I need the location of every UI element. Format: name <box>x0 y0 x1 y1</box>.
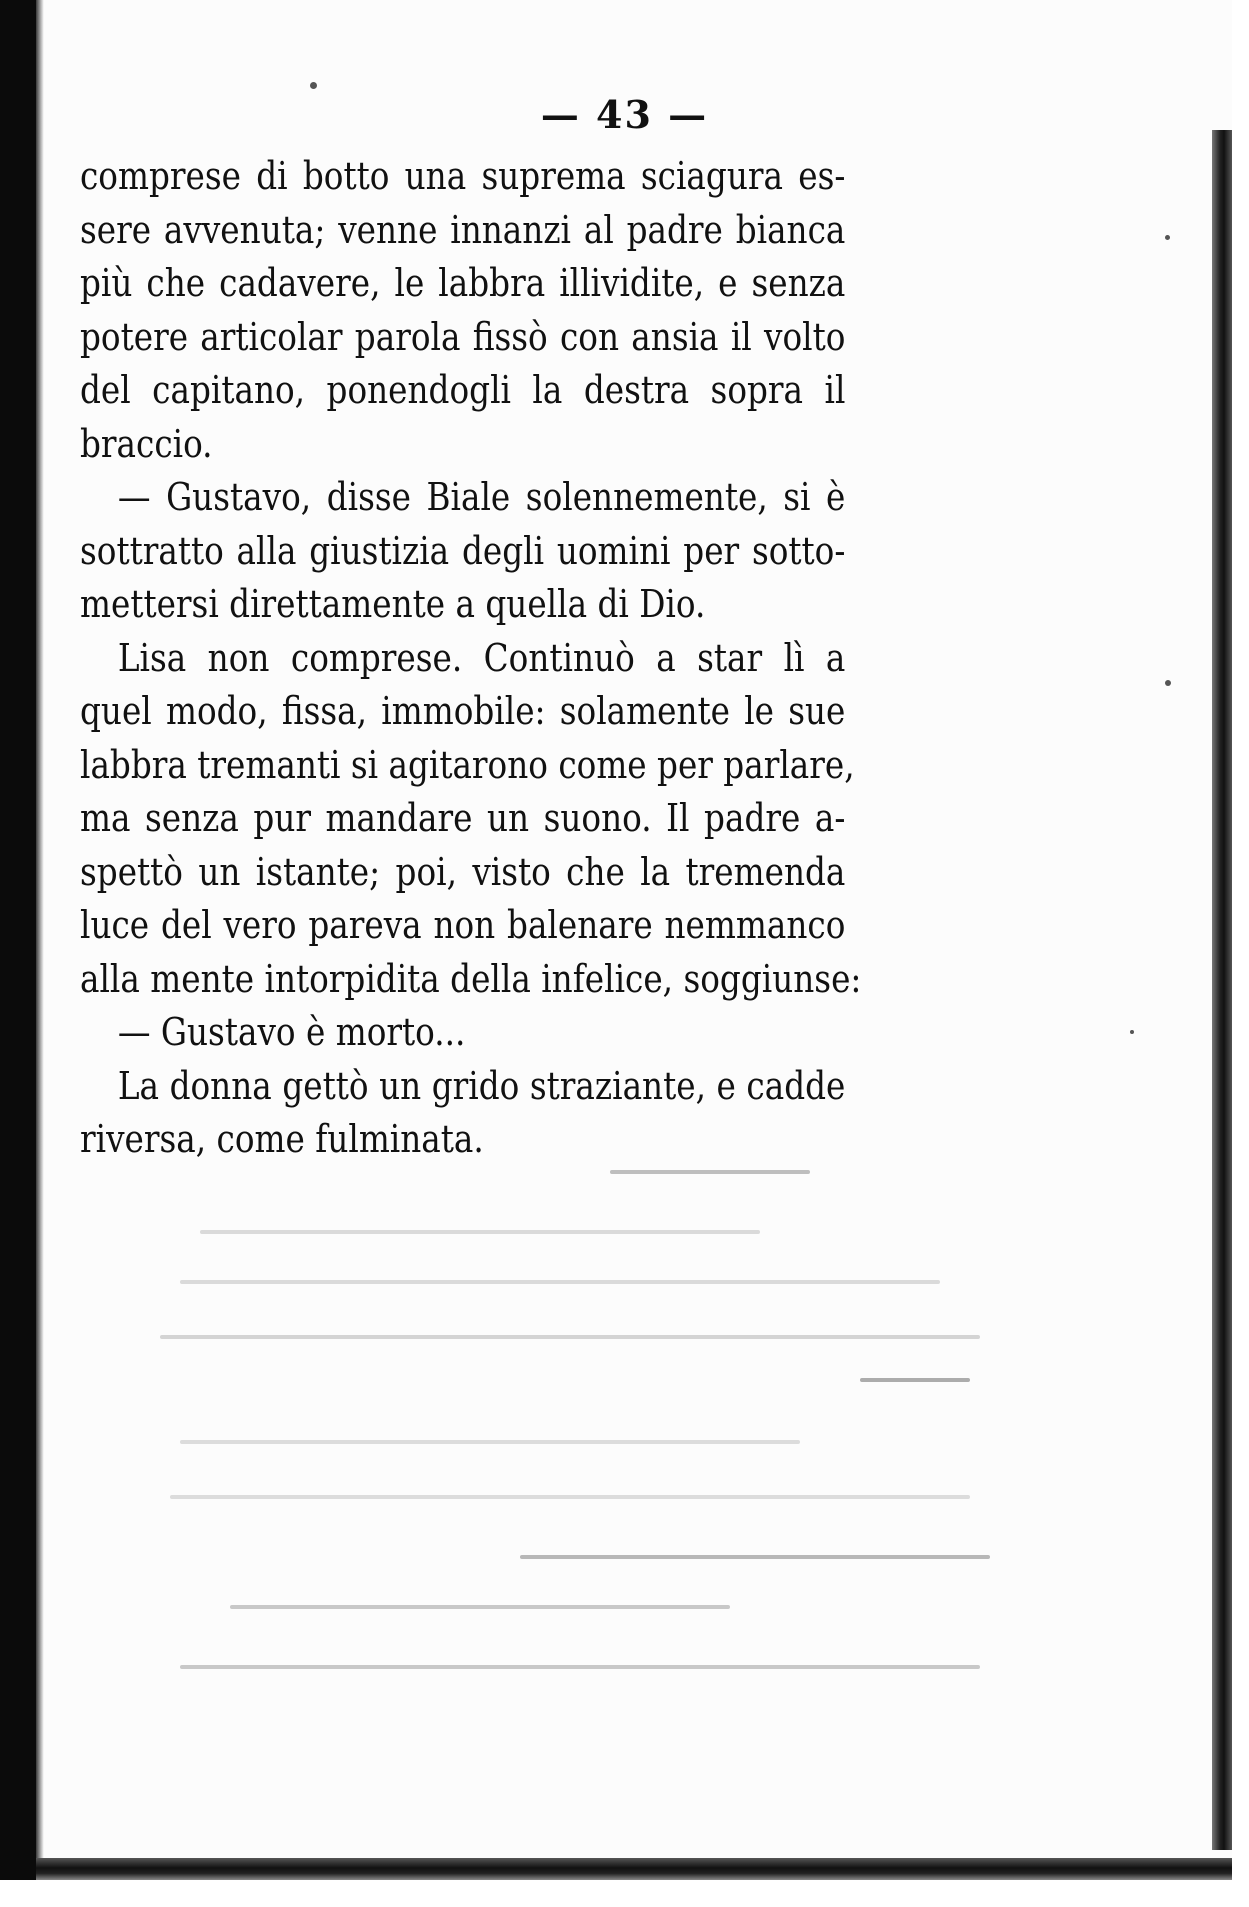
text-line: riversa, come fulminata. <box>80 1117 484 1161</box>
scan-left-edge <box>0 0 36 1907</box>
bleed-through-mark <box>860 1378 970 1382</box>
bleed-through-mark <box>160 1335 980 1339</box>
text-line: labbra tremanti si agitarono come per parlare, <box>80 742 855 787</box>
text-line: sottratto alla giustizia degli uomini per sotto- <box>80 528 846 573</box>
scan-speck <box>310 82 317 89</box>
scan-right-margin <box>1232 0 1249 1907</box>
text-line: Lisa non comprese. Continuò a star lì a <box>117 635 846 680</box>
text-line: — Gustavo, disse Biale solennemente, si è <box>117 475 846 519</box>
bleed-through-mark <box>180 1280 940 1284</box>
bleed-through-mark <box>180 1440 800 1444</box>
text-line: luce del vero pareva non balenare nemmanco <box>80 903 846 947</box>
scan-speck <box>1165 235 1170 240</box>
bleed-through-mark <box>170 1495 970 1499</box>
scan-speck <box>1130 1030 1134 1034</box>
scan-speck <box>1165 680 1171 686</box>
body-text <box>80 150 862 1167</box>
text-line: La donna gettò un grido straziante, e cadde <box>117 1063 846 1108</box>
bleed-through-mark <box>180 1665 980 1669</box>
scan-right-edge <box>1212 130 1232 1850</box>
scan-left-shadow <box>36 0 44 1907</box>
bleed-through-mark <box>610 1170 810 1174</box>
text-line: del capitano, ponendogli la destra sopra il <box>80 368 846 412</box>
bleed-through-mark <box>200 1230 760 1234</box>
text-line: quel modo, fissa, immobile: solamente le sue <box>80 689 846 733</box>
text-line: mettersi direttamente a quella di Dio. <box>80 582 706 626</box>
text-line: ma senza pur mandare un suono. Il padre a- <box>80 796 846 840</box>
text-line: spettò un istante; poi, visto che la tremenda <box>80 849 846 894</box>
text-line: più che cadavere, le labbra illividite, e senza <box>80 261 846 305</box>
text-line: sere avvenuta; venne innanzi al padre bianca <box>80 207 846 252</box>
text-line: braccio. <box>80 421 213 466</box>
scan-bottom-edge <box>36 1858 1232 1880</box>
text-line: comprese di botto una suprema sciagura es- <box>80 154 846 198</box>
bleed-through-mark <box>230 1605 730 1609</box>
scan-bottom-margin <box>0 1880 1249 1907</box>
text-line: alla mente intorpidita della infelice, soggiunse: <box>80 956 862 1001</box>
bleed-through-mark <box>520 1555 990 1559</box>
text-line: potere articolar parola fissò con ansia il volto <box>80 314 846 359</box>
page-number: — 43 — <box>540 92 709 137</box>
text-line: — Gustavo è morto... <box>117 1010 466 1054</box>
